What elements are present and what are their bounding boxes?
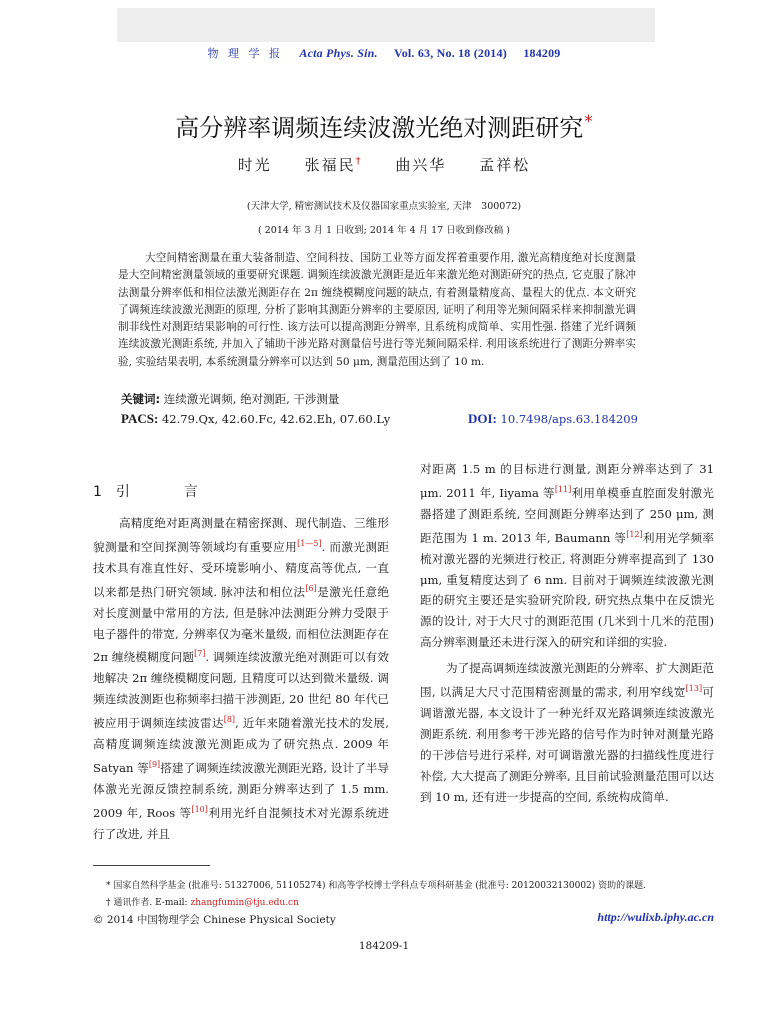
paragraph — [93, 513, 389, 845]
article-number: 184209 — [523, 46, 561, 60]
citation-link[interactable]: [13] — [685, 684, 703, 694]
body-text: 搭建了调频连续波激光测距光路, 设计了半导体激光光源反馈控制系统, 测距分辨率达到了 1.5 mm. 2009 年, Roos 等 — [93, 760, 389, 820]
email-link[interactable]: zhangfumin@tju.edu.cn — [190, 898, 299, 908]
copyright: © 2014 中国物理学会 Chinese Physical Society — [93, 914, 336, 926]
keywords-label: 关键词: — [121, 392, 161, 406]
section-number: 1 — [93, 484, 102, 500]
author-list — [0, 154, 768, 175]
citation-link[interactable]: [9] — [148, 759, 161, 769]
body-column-left — [93, 513, 389, 845]
body-text: . 调频连续波激光绝对测距可以有效地解决 2π 缠绕模糊度问题, 且精度可以达到微米量级. 调频连续波测距也称频率扫描干涉测距, 20 世纪 80 年代已被应用于调频连续波雷达 — [93, 650, 390, 731]
paragraph — [420, 658, 714, 807]
citation-link[interactable]: [7] — [194, 649, 206, 659]
journal-name-cn: 物 理 学 报 — [207, 47, 283, 60]
section-title: 引 言 — [115, 484, 218, 500]
affiliation: (天津大学, 精密测试技术及仪器国家重点实验室, 天津 300072) — [246, 201, 522, 212]
citation-link[interactable]: [11] — [554, 484, 572, 494]
doi-link[interactable]: 10.7498/aps.63.184209 — [500, 412, 638, 426]
footnote-text: 通讯作者. E-mail: — [113, 898, 188, 908]
volume-info: Vol. 63, No. 18 (2014) — [393, 46, 507, 60]
body-text: 利用光学频率梳对激光器的光频进行校正, 将测距分辨率提高到了 130 μm, 重复精度达到了 6 nm. 目前对于调频连续波激光测距的研究主要还是实验研究阶段, 研究热点集中在反馈光源的设计, 对于大尺寸的测距范围 (几米到十几米的范围) 高分辨率测量还未进行深入的研究和详细的实验. — [420, 530, 714, 650]
citation-link[interactable]: [12] — [626, 529, 643, 539]
pacs-label: PACS: — [121, 411, 159, 426]
header-banner — [117, 8, 655, 42]
keywords — [121, 391, 339, 407]
body-text: 对距离 1.5 m 的目标进行测量, 测距分辨率达到了 31 μm. 2011 年, Iiyama 等 — [420, 462, 714, 500]
footnote-corresponding — [106, 895, 299, 908]
page-number: 184209-1 — [358, 940, 410, 952]
doi-label: DOI: — [468, 411, 497, 426]
footnote-divider — [93, 865, 210, 866]
footnote-mark: † — [106, 898, 111, 908]
paragraph — [420, 459, 714, 653]
abstract: 大空间精密测量在重大装备制造、空间科技、国防工业等方面发挥着重要作用, 激光高精度绝对长度测量是大空间精密测量领域的重要研究课题. 调频连续波激光测距是近年来激光绝对测距研究的热点, 它克服了脉冲法测量分辨率低和相位法激光测距存在 2π 缠绕模糊度问题的缺点, 有着测量精度高、量程大的优点. 本文研究了调频连续波激光测距的原理, 分析了影响其测距分辨率的主要原因, 证明了利用等光频间隔采样来抑制激光调制非线性对测距结果影响的可行性. 该方法可以提高测距分辨率, 且系统构成简单、实用性强. 搭建了光纤调频连续波激光测距系统, 并加入了辅助干涉光路对测量信号进行等光频间隔采样. 利用该系统进行了测距分辨率实验, 实验结果表明, 本系统测量分辨率可以达到 50 μm, 测量范围达到了 10 m. — [118, 252, 636, 368]
body-text: 利用单模垂直腔面发射激光器搭建了测距系统, 空间测距分辨率达到了 250 μm, 测距范围为 1 m. 2013 年, Baumann 等 — [420, 485, 714, 545]
author-name-text: 张福民 — [304, 156, 356, 174]
body-text: 可调谐激光器, 本文设计了一种光纤双光路调频连续波激光测距系统. 利用参考干涉光路的信号作为时钟对测量光路的干涉信号进行采样, 对可调谐激光器的扫描线性度进行补偿, 大大提高了测距分辨率, 且目前试验测量范围可以达到 10 m, 还有进一步提高的空间, 系统构成简单. — [420, 685, 714, 804]
author-name: 时光 — [237, 156, 272, 174]
body-text: , 近年来随着激光技术的发展, 高精度调频连续波激光测距成为了研究热点. 2009 年 Satyan 等 — [93, 716, 389, 775]
author-name: 孟祥松 — [479, 156, 531, 174]
pacs-codes — [121, 411, 390, 427]
citation-link[interactable]: [6] — [305, 583, 317, 593]
citation-link[interactable]: [10] — [191, 804, 208, 814]
body-text: . 而激光测距技术具有准直性好、受环境影响小、精度高等优点, 一直以来都是热门研究领域. 脉冲法和相位法 — [93, 539, 389, 599]
doi[interactable] — [468, 411, 638, 427]
body-text: 是激光任意绝对长度测量中常用的方法, 但是脉冲法测距分辨力受限于电子器件的带宽, 分辨率仅为毫米量级, 而相位法测距存在 2π 缠绕模糊度问题 — [93, 584, 389, 665]
journal-website-link[interactable]: http://wulixb.iphy.ac.cn — [597, 910, 714, 924]
citation-link[interactable]: [1—5] — [297, 538, 322, 548]
title-fund-mark: * — [584, 112, 593, 132]
citation-link[interactable]: [8] — [223, 715, 236, 725]
body-text: 为了提高调频连续波激光测距的分辨率、扩大测距范围, 以满足大尺寸范围精密测量的需求, 利用窄线宽 — [420, 661, 714, 700]
section-heading — [93, 481, 218, 501]
corresponding-mark: † — [355, 156, 363, 167]
author-name: 曲兴华 — [395, 156, 447, 174]
footnote-text: 国家自然科学基金 (批准号: 51327006, 51105274) 和高等学校博士学科点专项科研基金 (批准号: 20120032130002) 资助的课题. — [113, 881, 647, 891]
footnote-mark: * — [106, 881, 111, 891]
received-dates: ( 2014 年 3 月 1 日收到; 2014 年 4 月 17 日收到修改稿 ) — [258, 225, 510, 236]
footnote-funding — [106, 878, 646, 891]
author-name — [305, 156, 363, 174]
keywords-text: 连续激光调频, 绝对测距, 干涉测量 — [163, 392, 340, 406]
body-text: 高精度绝对距离测量在精密探测、现代制造、三维形貌测量和空间探测等领域均有重要应用 — [93, 516, 389, 554]
body-text: 利用光纤自混频技术对光源系统进行了改进, 并且 — [93, 805, 389, 841]
title-text: 高分辨率调频连续波激光绝对测距研究 — [175, 114, 584, 142]
journal-name-en: Acta Phys. Sin. — [299, 46, 378, 60]
journal-header — [0, 45, 768, 61]
pacs-text: 42.79.Qx, 42.60.Fc, 42.62.Eh, 07.60.Ly — [161, 412, 391, 426]
paper-title — [0, 108, 768, 143]
body-column-right — [420, 459, 714, 808]
